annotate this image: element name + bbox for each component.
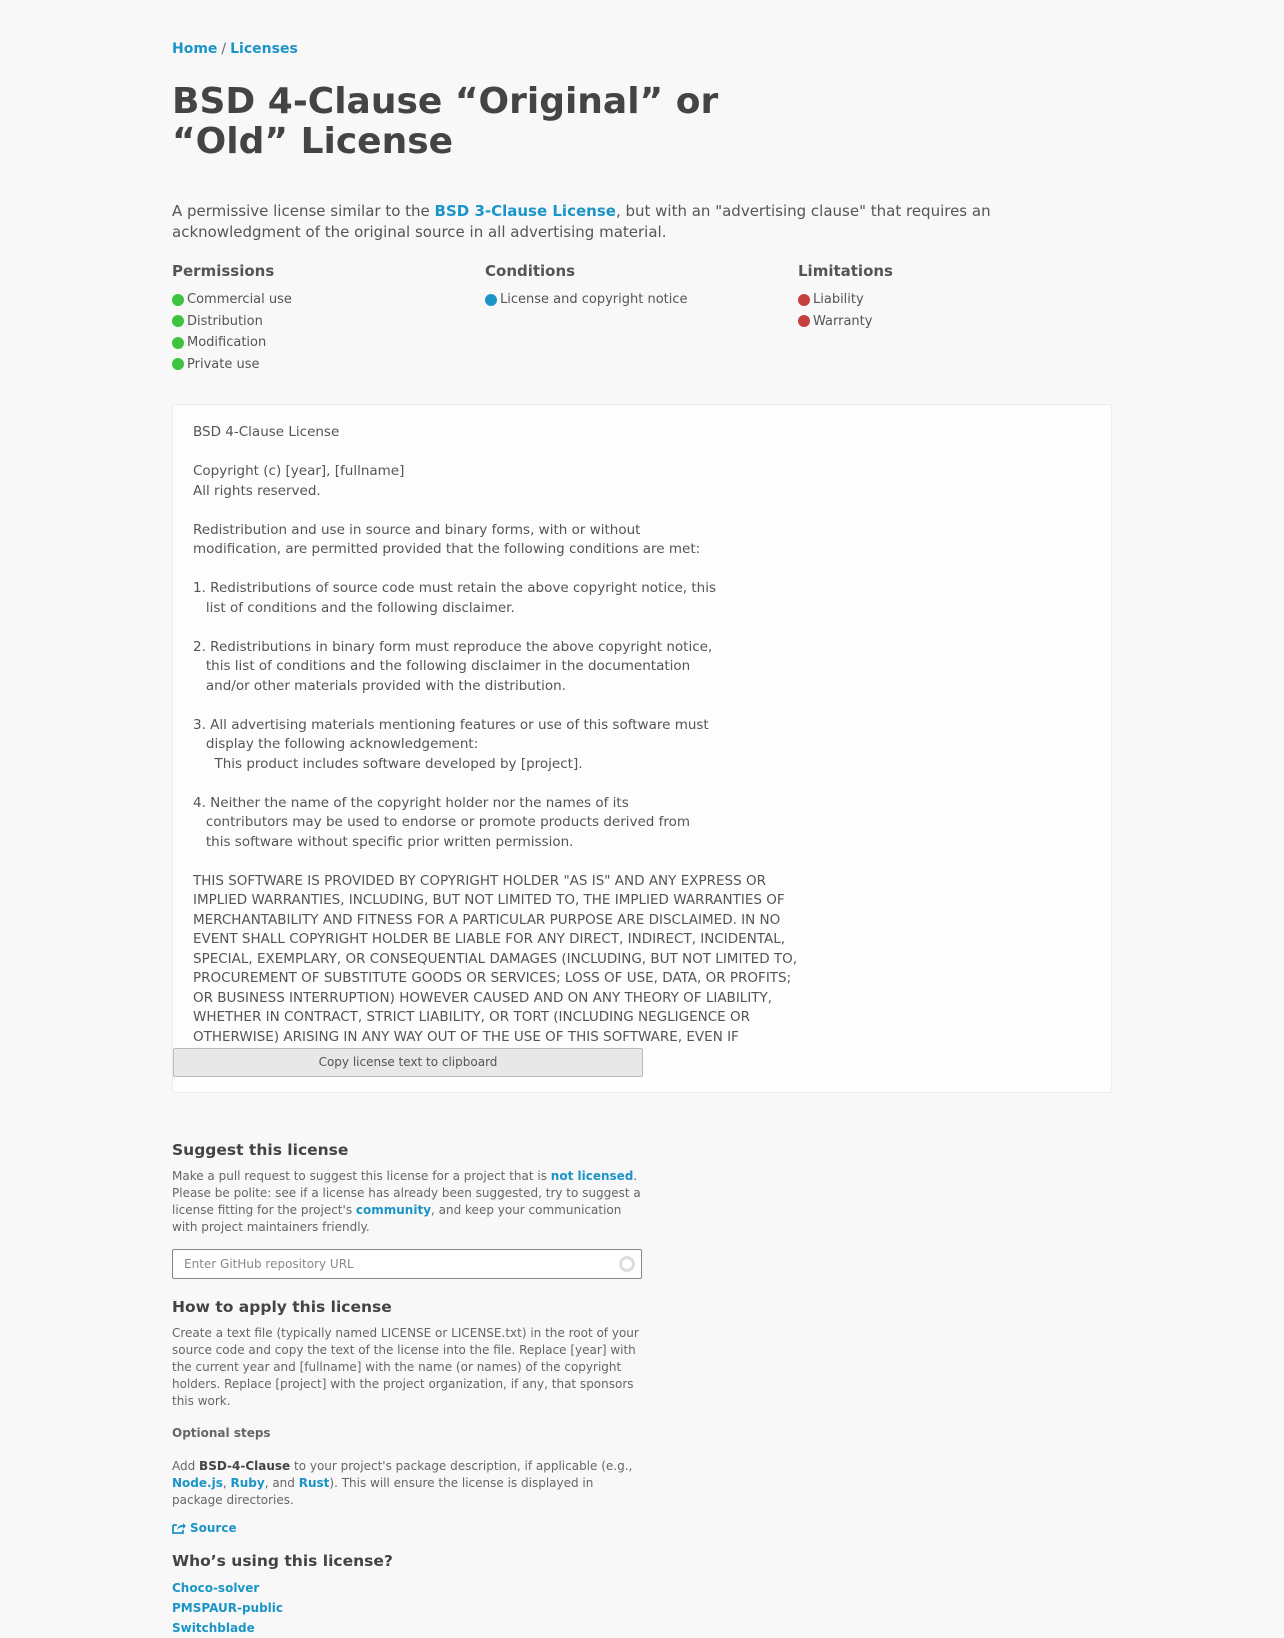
rust-link[interactable]: Rust <box>298 1476 330 1490</box>
limitation-item <box>798 311 1098 333</box>
permission-dot-icon <box>172 315 184 327</box>
limitation-label: Warranty <box>813 313 873 329</box>
limitations-heading: Limitations <box>798 262 893 280</box>
permission-item <box>172 354 472 376</box>
source-link[interactable] <box>172 1521 642 1535</box>
permission-dot-icon <box>172 294 184 306</box>
conditions-heading: Conditions <box>485 262 576 280</box>
bsd-3-clause-link[interactable]: BSD 3-Clause License <box>434 202 616 220</box>
howto-heading: How to apply this license <box>172 1298 392 1316</box>
limitation-dot-icon <box>798 315 810 327</box>
license-description <box>172 201 1102 243</box>
breadcrumb <box>172 41 298 57</box>
license-text: BSD 4-Clause License Copyright (c) [year], [fullname] All rights reserved. Redistribution and use in source and binary forms, with or without modification, are permitted provided that the following conditions are met: 1. Redistributions of source code must retain the above copyright notice, this list of conditions and the following disclaimer. 2. Redistributions in binary form must reproduce the above copyright notice, this list of conditions and the following disclaimer in the documentation and/or other materials provided with the distribution. 3. All advertising materials mentioning features or use of this software must display the following acknowledgement: This product includes software developed by [project]. 4. Neither the name of the copyright holder nor the names of its contributors may be used to endorse or promote products derived from this software without specific prior written permission. THIS SOFTWARE IS PROVIDED BY COPYRIGHT HOLDER "AS IS" AND ANY EXPRESS OR IMPLIED WARRANTIES, INCLUDING, BUT NOT LIMITED TO, THE IMPLIED WARRANTIES OF MERCHANTABILITY AND FITNESS FOR A PARTICULAR PURPOSE ARE DISCLAIMED. IN NO EVENT SHALL COPYRIGHT HOLDER BE LIABLE FOR ANY DIRECT, INDIRECT, INCIDENTAL, SPECIAL, EXEMPLARY, OR CONSEQUENTIAL DAMAGES (INCLUDING, BUT NOT LIMITED TO, PROCUREMENT OF SUBSTITUTE GOODS OR SERVICES; LOSS OF USE, DATA, OR PROFITS; OR BUSINESS INTERRUPTION) HOWEVER CAUSED AND ON ANY THEORY OF LIABILITY, WHETHER IN CONTRACT, STRICT LIABILITY, OR TORT (INCLUDING NEGLIGENCE OR OTHERWISE) ARISING IN ANY WAY OUT OF THE USE OF THIS SOFTWARE, EVEN IF <box>193 424 798 1045</box>
license-text-box[interactable] <box>172 404 1112 1093</box>
suggest-text-3: , and keep your communication with project maintainers friendly. <box>172 1203 622 1234</box>
sidebar <box>172 1139 642 1638</box>
breadcrumb-separator: / <box>221 41 227 57</box>
user-project-link[interactable]: Choco-solver <box>172 1581 260 1595</box>
condition-dot-icon <box>485 294 497 306</box>
community-link[interactable]: community <box>355 1203 432 1217</box>
breadcrumb-licenses-link[interactable]: Licenses <box>230 41 298 57</box>
howto-description: Create a text file (typically named LICENSE or LICENSE.txt) in the root of your source code and copy the text of the license into the file. Replace [year] with the current year and [fullname] with the name (or names) of the copyright holders. Replace [project] with the project organization, if any, that sponsors this work. <box>172 1326 639 1408</box>
permission-dot-icon <box>172 337 184 349</box>
limitation-item <box>798 289 1098 311</box>
condition-item <box>485 289 785 311</box>
users-heading: Who’s using this license? <box>172 1552 393 1570</box>
opt-text: Add <box>172 1459 200 1473</box>
repo-url-input[interactable] <box>173 1250 641 1278</box>
optional-steps-heading: Optional steps <box>172 1426 271 1440</box>
suggest-text-2: . Please be polite: see if a license has already been suggested, try to suggest a license fitting for the project's <box>172 1169 641 1217</box>
limitations-column <box>798 261 1098 332</box>
list-item <box>172 1578 642 1598</box>
optional-steps-text <box>172 1458 642 1509</box>
limitation-dot-icon <box>798 294 810 306</box>
permission-label: Modification <box>187 335 267 350</box>
page-title: BSD 4-Clause “Original” or “Old” License <box>172 81 719 162</box>
permission-label: Commercial use <box>187 292 292 307</box>
suggest-text-1: Make a pull request to suggest this license for a project that is <box>172 1169 551 1183</box>
suggest-heading: Suggest this license <box>172 1141 349 1159</box>
external-link-icon <box>172 1522 186 1534</box>
user-project-link[interactable]: PMSPAUR-public <box>172 1601 284 1615</box>
intro-text: A permissive license similar to the <box>172 202 435 220</box>
permission-item <box>172 311 472 333</box>
permissions-column <box>172 261 472 375</box>
repo-url-field <box>172 1249 642 1279</box>
loading-spinner-icon <box>619 1256 635 1272</box>
ruby-link[interactable]: Ruby <box>230 1476 265 1490</box>
users-list <box>172 1578 642 1638</box>
copy-license-button[interactable]: Copy license text to clipboard <box>173 1048 643 1077</box>
intro-text-rest: , but with an "advertising clause" that requires an acknowledgment of the original source in all advertising material. <box>172 202 991 241</box>
permission-label: Distribution <box>187 313 263 329</box>
spdx-id: BSD-4-Clause <box>199 1459 291 1473</box>
permission-label: Private use <box>187 356 260 372</box>
condition-label: License and copyright notice <box>500 292 688 307</box>
limitation-label: Liability <box>813 292 864 307</box>
opt-text: ). This will ensure the license is displayed in package directories. <box>172 1476 594 1507</box>
user-project-link[interactable]: Switchblade <box>172 1621 255 1635</box>
list-item <box>172 1598 642 1618</box>
opt-text: , <box>222 1476 231 1490</box>
list-item <box>172 1618 642 1638</box>
permission-dot-icon <box>172 358 184 370</box>
nodejs-link[interactable]: Node.js <box>172 1476 223 1490</box>
permission-item <box>172 332 472 354</box>
breadcrumb-home-link[interactable]: Home <box>172 41 218 57</box>
source-label: Source <box>190 1521 237 1535</box>
permissions-heading: Permissions <box>172 262 275 280</box>
permission-item <box>172 289 472 311</box>
opt-text: to your project's package description, if applicable (e.g., <box>290 1459 633 1473</box>
suggest-description <box>172 1168 642 1236</box>
not-licensed-link[interactable]: not licensed <box>550 1169 634 1183</box>
opt-text: , and <box>264 1476 299 1490</box>
conditions-column <box>485 261 785 311</box>
